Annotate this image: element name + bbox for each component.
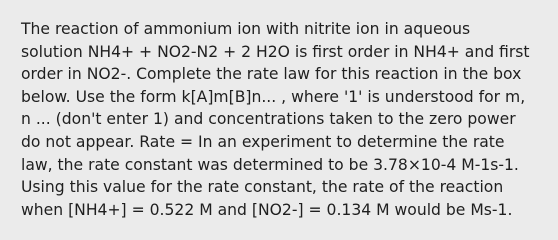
question-text: The reaction of ammonium ion with nitrite ion in aqueous solution NH4+ + NO2-N2 + 2 H2O is first order in NH4+ and first order in NO2-. Complete the rate law for this reaction in the box below. Use the form k[A]m[B]n... , where '1' is understood for m, n ... (don't enter 1) and concentrations taken to the zero power do not appear. Rate = In an experiment to determine the rate law, the rate constant was determined to be 3.78×10-4 M-1s-1. Using this value for the rate constant, the rate of the reaction when [NH4+] = 0.522 M and [NO2-] = 0.134 M would be Ms-1.	[21, 20, 530, 219]
